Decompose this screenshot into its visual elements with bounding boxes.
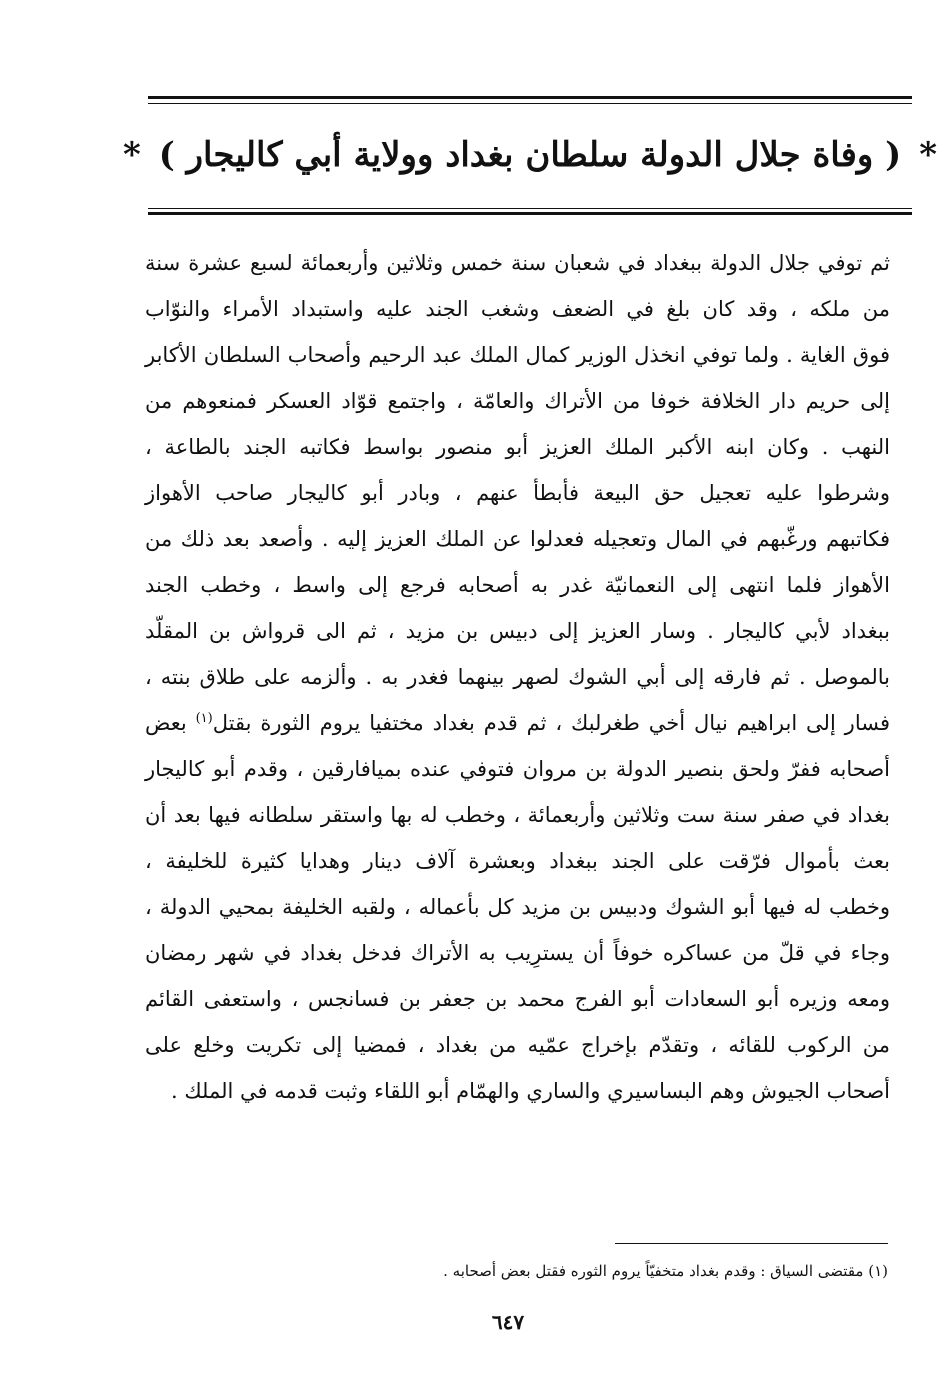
header-rule-top-thin xyxy=(148,103,912,104)
body-line: وخطب له فيها أبو الشوك ودبيس بن مزيد كل بأعماله ، ولقبه الخليفة بمحيي الدولة ، xyxy=(145,895,890,919)
body-text xyxy=(145,240,890,1114)
footnote-separator xyxy=(615,1243,888,1244)
body-line: الأهواز فلما انتهى إلى النعمانيّة غدر به أصحابه فرجع إلى واسط ، وخطب الجند xyxy=(145,573,890,597)
body-line: وجاء في قلّ من عساكره خوفاً أن يسترِيب به الأتراك فدخل بغداد في شهر رمضان xyxy=(145,941,890,965)
body-line: أصحاب الجيوش وهم البساسيري والساري والهمّام أبو اللقاء وثبت قدمه في الملك . xyxy=(171,1079,890,1103)
body-line: ثم توفي جلال الدولة ببغداد في شعبان سنة خمس وثلاثين وأربعمائة لسبع عشرة سنة xyxy=(145,251,890,275)
heading-star-left: * xyxy=(122,135,141,175)
body-line: من ملكه ، وقد كان بلغ في الضعف وشغب الجند عليه واستبداد الأمراء والنوّاب xyxy=(145,297,890,321)
body-line: بعث بأموال فرّقت على الجند ببغداد وبعشرة آلاف دينار وهدايا كثيرة للخليفة ، xyxy=(145,849,890,873)
heading-text: ( وفاة جلال الدولة سلطان بغداد وولاية أبي كاليجار ) xyxy=(158,135,902,175)
body-line: من الركوب للقائه ، وتقدّم بإخراج عمّيه من بغداد ، فمضيا إلى تكريت وخلع على xyxy=(145,1033,890,1057)
body-line: بالموصل . ثم فارقه إلى أبي الشوك لصهر بينهما فغدر به . وألزمه على طلاق بنته ، xyxy=(145,665,890,689)
heading-star-right: * xyxy=(919,135,937,175)
page-number: ٦٤٧ xyxy=(491,1310,525,1334)
body-line: أصحابه ففرّ ولحق بنصير الدولة بن مروان فتوفي عنده بميافارقين ، وقدم أبو كاليجار xyxy=(145,757,890,781)
body-line: ومعه وزيره أبو السعادات أبو الفرج محمد بن جعفر بن فسانجس ، واستعفى القائم xyxy=(145,987,890,1011)
header-rule-bottom xyxy=(148,212,912,215)
body-line: وشرطوا عليه تعجيل حق البيعة فأبطأ عنهم ، وبادر أبو كاليجار صاحب الأهواز xyxy=(145,481,890,505)
body-line: النهب . وكان ابنه الأكبر الملك العزيز أبو منصور بواسط فكاتبه الجند بالطاعة ، xyxy=(145,435,890,459)
body-line: فوق الغاية . ولما توفي انخذل الوزير كمال الملك عبد الرحيم وأصحاب السلطان الأكابر xyxy=(145,343,890,367)
body-line: ببغداد لأبي كاليجار . وسار العزيز إلى دبيس بن مزيد ، ثم الى قرواش بن المقلّد xyxy=(145,619,890,643)
line-text: فسار إلى ابراهيم نيال أخي طغرلبك ، ثم قدم بغداد مختفيا يروم الثورة بقتل xyxy=(212,711,890,735)
chapter-heading xyxy=(122,120,937,190)
body-line: بغداد في صفر سنة ست وثلاثين وأربعمائة ، وخطب له بها واستقر سلطانه فيها بعد أن xyxy=(145,803,890,827)
header-rule-bottom-thin xyxy=(148,208,912,209)
body-line: فكاتبهم ورغّبهم في المال وتعجيله فعدلوا عن الملك العزيز إليه . وأصعد بعد ذلك من xyxy=(145,527,890,551)
footnote-reference[interactable]: (١) xyxy=(195,711,213,726)
body-line: إلى حريم دار الخلافة خوفا من الأتراك والعامّة ، واجتمع قوّاد العسكر فمنعوهم من xyxy=(145,389,890,413)
line-text-tail: بعض xyxy=(145,711,187,735)
header-rule-top xyxy=(148,96,912,99)
footnote: (١) مقتضى السياق : وقدم بغداد متخفيّاً يروم الثوره فقتل بعض أصحابه . xyxy=(443,1262,888,1280)
body-line-with-footnote xyxy=(145,700,890,746)
